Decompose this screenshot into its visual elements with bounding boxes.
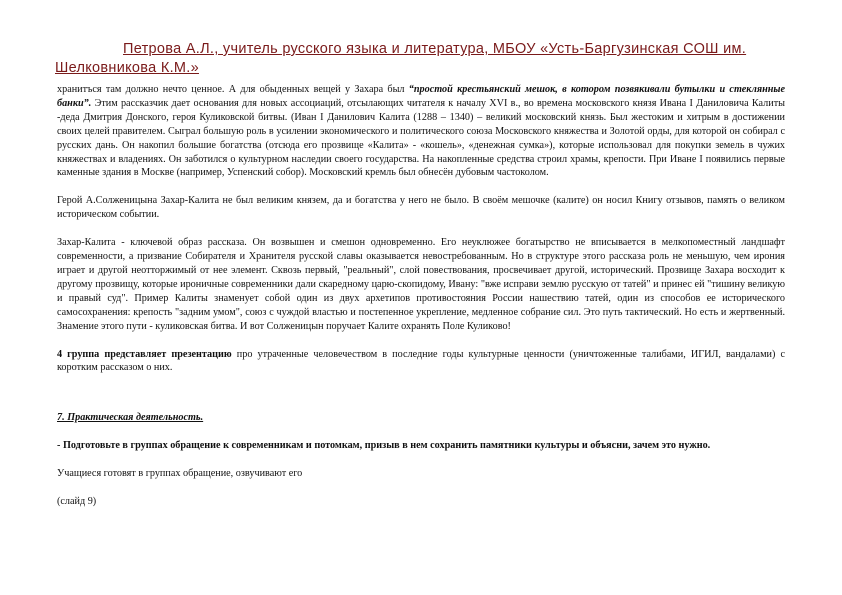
student-note: Учащиеся готовят в группах обращение, озвучивают его — [57, 468, 303, 480]
group-4-text: про утраченные человечеством в последние годы культурные ценности (уничтоженные талибами, ИГИЛ, вандалами) с коротким рассказом о них. — [57, 348, 785, 374]
paragraph-group-4 — [57, 348, 785, 376]
document-body — [57, 83, 785, 509]
para1-quote: “простой крестьянский мешок, в котором позвякивали бутылки и стеклянные банки”. — [57, 84, 786, 109]
paragraph-key-image: Захар-Калита - ключевой образ рассказа. Он возвышен и смешон одновременно. Его неуклюжее богатырство не вписывается в мелкопоместный ландшафт современности, а призвание Собирателя и Хранителя русской славы оказывается невостребованным. Но в структуре этого рассказа роль не меньшую, чем ирония играет и другой неотторжимый от нее элемент. Сквозь первый, "реальный", слой повествования, просвечивает другой, исторический. Прозвище Захара восходит к другому прозвищу, которые ироничные современники дали скаредному царю-скопидому, Ивану: "вже исправи землю русскую от татей" и принес ей "тишину великую и правый суд". Пример Калиты знаменует собой один из двух архетипов противостояния России нашествию татей, один из способов ее исторического самосохранения: крепость "задним умом", союз с чуждой властью и постепенное укрепление, медленное собрание сил. Это путь тактический. Но есть и жертвенный. Знамение этого пути - куликовская битва. И вот Солженицын поручает Калите охранять Поле Куликово! — [57, 237, 785, 332]
slide-reference: (слайд 9) — [57, 496, 97, 508]
para1-text-b: Этим рассказчик дает основания для новых ассоциаций, отсылающих читателя к началу XVI в., во времена московского князя Ивана I Даниловича Калиты -деда Дмитрия Донского, героя Куликовской битвы. (Иван I Данилович Калита (1288 – 1340) – великий московский князь. Был жестоким и хитрым в достижении своих целей правителем. Сыграл большую роль в усилении экономического и политического союза Московского княжества и Золотой орды, для которой он собирал с русских дань. Он накопил большие богатства (отсюда его прозвище «Калита» - «кошель», «денежная сумка»), которые использовал для покупки земель в чужих княжествах и владениях. Он заботился о культурном наследии своего государства. На накопленные средства строил храмы, крепости. При Иване I появились первые каменные здания в Москве (например, Успенский собор). Московский кремль был обнесён дубовым частоколом. — [57, 97, 785, 179]
author-header — [55, 40, 795, 78]
para1-text-a: хранитъся там должно нечто ценное. А для обыденных вещей у Захара был — [57, 84, 409, 95]
paragraph-kalita-history — [57, 83, 785, 180]
paragraph-hero: Герой А.Солженицына Захар-Калита не был великим князем, да и богатства у него не было. В своём мешочке (калите) он носил Книгу отзывов, память о великом историческом событии. — [57, 195, 785, 221]
task-instruction: - Подготовьте в группах обращение к современникам и потомкам, призыв в нем сохранить памятники культуры и объясни, зачем это нужно. — [57, 440, 711, 452]
section-heading — [57, 411, 785, 425]
group-4-label: 4 группа представляет презентацию — [57, 348, 232, 360]
author-line: Петрова А.Л., учитель русского языка и литература, МБОУ «Усть-Баргузинская СОШ им. Шелковникова К.М.» — [55, 41, 747, 76]
section-heading-text: 7. Практическая деятельность. — [57, 412, 204, 424]
